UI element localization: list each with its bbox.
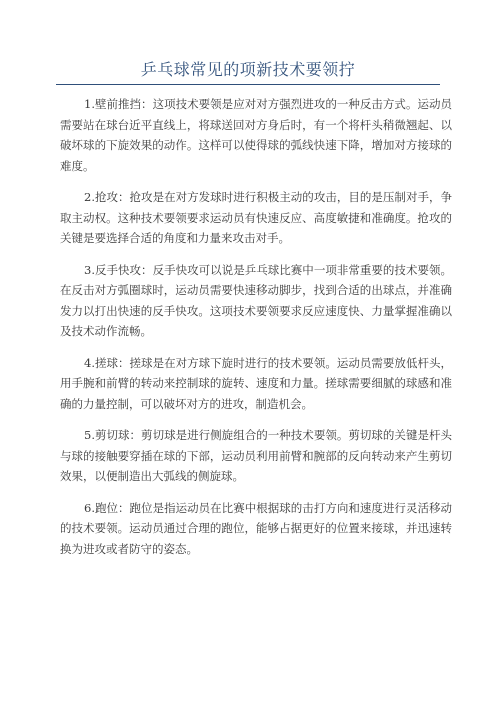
document-body (60, 94, 452, 570)
paragraph-4: 4.搓球：搓球是在对方球下旋时进行的技术要领。运动员需要放低杆头，用手腕和前臂的转动来控制球的旋转、速度和力量。搓球需要细腻的球感和准确的力量控制，可以破坏对方的进攻，制造机会。 (60, 355, 452, 411)
document-title: 乒乓球常见的项新技术要领拧 (140, 60, 356, 79)
paragraph-1: 1.壁前推挡：这项技术要领是应对对方强烈进攻的一种反击方式。运动员需要站在球台近平直线上，将球送回对方身后时，有一个将杆头稍微翘起、以破坏球的下旋效果的动作。这样可以使得球的弧线快速下降，增加对方接球的难度。 (60, 97, 452, 173)
paragraph-6: 6.跑位：跑位是指运动员在比赛中根据球的击打方向和速度进行灵活移动的技术要领。运动员通过合理的跑位，能够占据更好的位置来接球，并迅速转换为进攻或者防守的姿态。 (60, 500, 452, 556)
paragraph-5: 5.剪切球：剪切球是进行侧旋组合的一种技术要领。剪切球的关键是杆头与球的接触要穿插在球的下部，运动员利用前臂和腕部的反向转动来产生剪切效果，以便制造出大弧线的侧旋球。 (60, 428, 452, 483)
paragraph-2: 2.抢攻：抢攻是在对方发球时进行积极主动的攻击，目的是压制对手，争取主动权。这种技术要领要求运动员有快速反应、高度敏捷和准确度。抢攻的关键是要选择合适的角度和力量来攻击对手。 (60, 190, 452, 245)
title-underline (56, 84, 440, 85)
paragraph-3: 3.反手快攻：反手快攻可以说是乒乓球比赛中一项非常重要的技术要领。在反击对方弧圈球时，运动员需要快速移动脚步，找到合适的出球点，并准确发力以打出快速的反手快攻。这项技术要领要求反应速度快、力量掌握准确以及技术动作流畅。 (60, 262, 452, 338)
